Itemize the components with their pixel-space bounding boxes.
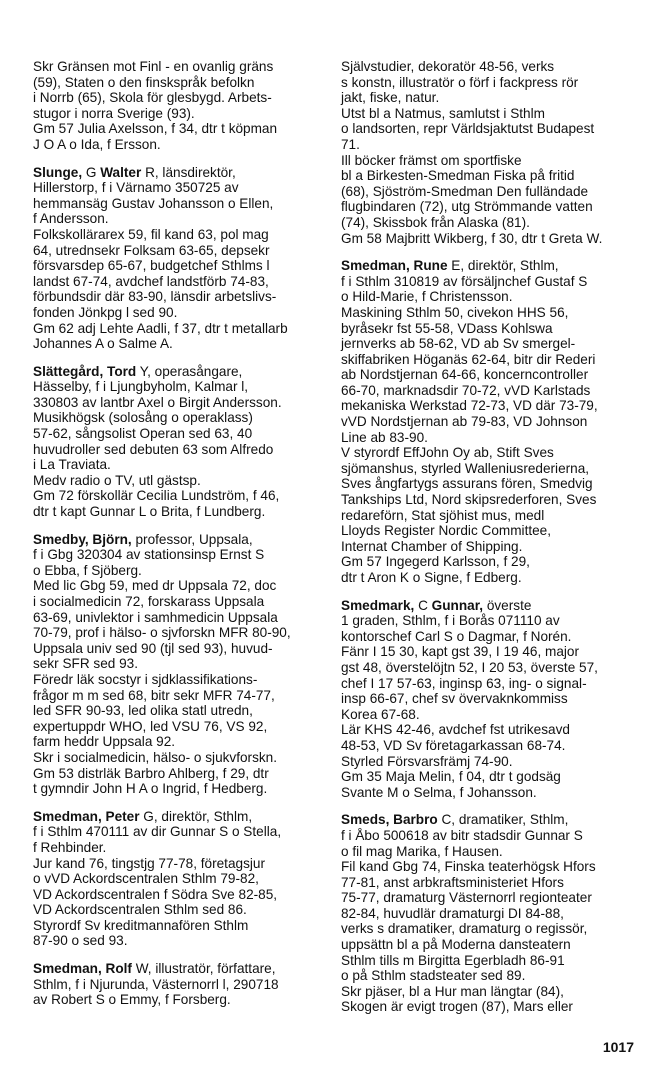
entry-smedby bbox=[33, 532, 325, 797]
entry-line: Lloyds Register Nordic Committee, bbox=[341, 523, 552, 539]
entry-line: Medv radio o TV, utl gästsp. bbox=[33, 472, 201, 488]
left-column bbox=[33, 59, 325, 1020]
entry-line: o landsorten, repr Världsjaktutst Budapest bbox=[341, 121, 595, 137]
entry-line: Gm 57 Ingegerd Karlsson, f 29, bbox=[341, 554, 530, 570]
entry-line: (68), Sjöström-Smedman Den fulländade bbox=[341, 183, 589, 199]
entry-line: försvarsdep 65-67, budgetchef Sthlms l bbox=[33, 258, 270, 274]
entry-heading-text: C bbox=[414, 597, 432, 613]
entry-name: Smedby, Björn, bbox=[33, 531, 132, 547]
entry-line: 77-81, anst arbkraftsministeriet Hfors bbox=[341, 874, 564, 890]
entry-line: Styrled Försvarsfrämj 74-90. bbox=[341, 753, 513, 769]
entry-line: Föredr läk socstyr i sjdklassifikations- bbox=[33, 671, 258, 687]
entry-line: Sves ångfartygs assurans fören, Smedvig bbox=[341, 476, 593, 492]
entry-line: hemmansäg Gustav Johansson o Ellen, bbox=[33, 195, 274, 211]
entry-line: Maskining Sthlm 50, civekon HHS 56, bbox=[341, 304, 569, 320]
entry-line: jernverks ab 58-62, VD ab Sv smergel- bbox=[341, 336, 576, 352]
entry-line: Skr Gränsen mot Finl - en ovanlig gräns bbox=[33, 59, 274, 74]
entry-heading-line bbox=[33, 364, 325, 380]
entry-line: i socialmedicin 72, forskarass Uppsala bbox=[33, 594, 265, 609]
entry-title-text: R, länsdirektör, bbox=[145, 164, 236, 180]
entry-name: Slättegård, Tord bbox=[33, 363, 137, 379]
entry-line: bl a Birkesten-Smedman Fiska på fritid bbox=[341, 168, 575, 184]
entry-name: Smeds, Barbro bbox=[341, 812, 438, 828]
entry-line: Utst bl a Natmus, samlutst i Sthlm bbox=[341, 105, 545, 121]
entry-surname: Slunge, bbox=[33, 164, 83, 180]
entry-heading-line bbox=[33, 961, 325, 977]
entry-line: 57-62, sångsolist Operan sed 63, 40 bbox=[33, 426, 253, 442]
entry-heading-text: G, direktör, Sthlm, bbox=[139, 808, 253, 824]
entry-slunge bbox=[33, 165, 325, 352]
entry-line: farm heddr Uppsala 92. bbox=[33, 734, 176, 750]
entry-line: J O A o Ida, f Ersson. bbox=[33, 136, 161, 152]
entry-line: mekaniska Werkstad 72-73, VD där 73-79, bbox=[341, 398, 598, 414]
entry-line: Tankships Ltd, Nord skipsrederforen, Sves bbox=[341, 492, 597, 508]
entry-line: i Norrb (65), Skola för glesbygd. Arbets- bbox=[33, 90, 272, 106]
entry-line: o vVD Ackordscentralen Sthlm 79-82, bbox=[33, 871, 259, 887]
entry-line: Gm 72 förskollär Cecilia Lundström, f 46, bbox=[33, 488, 280, 504]
entry-line: sekr SFR sed 93. bbox=[33, 656, 139, 672]
entry-line: Fänr I 15 30, kapt gst 39, I 19 46, major bbox=[341, 644, 580, 660]
entry-line: f Rehbinder. bbox=[33, 839, 107, 855]
entry-slattegard bbox=[33, 364, 325, 520]
entry-surname: Smedmark, bbox=[341, 597, 415, 613]
entry-line: ab Nordstjernan 64-66, koncerncontroller bbox=[341, 367, 589, 383]
entry-line: f i Sthlm 310819 av försäljnchef Gustaf S bbox=[341, 273, 588, 289]
entry-name: Smedman, Peter bbox=[33, 808, 140, 824]
entry-line: Fil kand Gbg 74, Finska teaterhögsk Hfors bbox=[341, 859, 596, 875]
entry-line: VD Ackordscentralen f Södra Sve 82-85, bbox=[33, 886, 278, 902]
entry-line: dtr t Aron K o Signe, f Edberg. bbox=[341, 570, 522, 585]
entry-line: Skr pjäser, bl a Hur man längtar (84), bbox=[341, 983, 564, 999]
page-number: 1017 bbox=[602, 1039, 634, 1055]
entry-line: 70-79, prof i hälso- o sjvforskn MFR 80-90, bbox=[33, 625, 291, 641]
entry-line: Skr i socialmedicin, hälso- o sjukvforskn. bbox=[33, 749, 278, 765]
entry-heading-line bbox=[341, 598, 643, 614]
entry-line: gst 48, överstelöjtn 52, I 20 53, överste 57, bbox=[341, 659, 598, 675]
entry-given-name: Walter bbox=[100, 164, 142, 180]
entry-line: o på Sthlm stadsteater sed 89. bbox=[341, 968, 526, 984]
entry-line: V styrordf EffJohn Oy ab, Stift Sves bbox=[341, 445, 554, 461]
entry-line: Jur kand 76, tingstjg 77-78, företagsjur bbox=[33, 855, 265, 871]
entry-line: Hillerstorp, f i Värnamo 350725 av bbox=[33, 180, 239, 196]
entry-line: Folkskollärarex 59, fil kand 63, pol mag bbox=[33, 226, 269, 242]
entry-line: huvudroller sed debuten 63 som Alfredo bbox=[33, 441, 274, 457]
entry-line: uppsättn bl a på Moderna dansteatern bbox=[341, 937, 571, 953]
entry-line: VD Ackordscentralen Sthlm sed 86. bbox=[33, 902, 247, 918]
entry-line: flugbindaren (72), utg Strömmande vatten bbox=[341, 199, 593, 215]
entry-line: skiffabriken Höganäs 62-64, bitr dir Rederi bbox=[341, 351, 596, 367]
entry-line: i La Traviata. bbox=[33, 457, 111, 473]
entry-line: 82-84, huvudlär dramaturgi DI 84-88, bbox=[341, 905, 564, 921]
entry-continuation bbox=[33, 59, 325, 153]
entry-smedman-rolf bbox=[33, 961, 325, 1008]
entry-heading-text: Y, operasångare, bbox=[136, 363, 243, 379]
entry-line: 64, utrednsekr Folksam 63-65, depsekr bbox=[33, 242, 270, 258]
entry-line: förbundsdir där 83-90, länsdir arbetslivs- bbox=[33, 289, 277, 305]
entry-line: Gm 58 Majbritt Wikberg, f 30, dtr t Greta W. bbox=[341, 230, 603, 246]
entry-line: t gymndir John H A o Ingrid, f Hedberg. bbox=[33, 781, 268, 797]
entry-heading-text: C, dramatiker, Sthlm, bbox=[437, 812, 569, 828]
entry-line: Uppsala univ sed 90 (tjl sed 93), huvud- bbox=[33, 640, 273, 656]
entry-line: Gm 62 adj Lehte Aadli, f 37, dtr t metallarb bbox=[33, 320, 288, 336]
right-column bbox=[341, 59, 643, 1027]
entry-line: 87-90 o sed 93. bbox=[33, 933, 128, 949]
entry-line: Gm 57 Julia Axelsson, f 34, dtr t köpman bbox=[33, 121, 278, 137]
entry-continuation bbox=[341, 59, 643, 246]
entry-line: jakt, fiske, natur. bbox=[341, 90, 440, 106]
entry-line: f Andersson. bbox=[33, 211, 109, 227]
entry-line: f i Sthlm 470111 av dir Gunnar S o Stella, bbox=[33, 824, 282, 840]
entry-line: stugor i norra Sverige (93). bbox=[33, 105, 195, 121]
entry-line: Hässelby, f i Ljungbyholm, Kalmar l, bbox=[33, 379, 249, 395]
entry-line: Ill böcker främst om sportfiske bbox=[341, 152, 522, 168]
entry-heading-text: G bbox=[82, 164, 101, 180]
entry-given-name: Gunnar, bbox=[431, 597, 484, 613]
entry-line: Gm 35 Maja Melin, f 04, dtr t godsäg bbox=[341, 769, 561, 785]
entry-line: (59), Staten o den finskspråk befolkn bbox=[33, 74, 255, 90]
entry-smedmark bbox=[341, 598, 643, 801]
entry-line: verks s dramatiker, dramaturg o regissör, bbox=[341, 921, 588, 937]
entry-line: Sthlm, f i Njurunda, Västernorrl l, 290718 bbox=[33, 976, 279, 992]
entry-line: vVD Nordstjernan ab 79-83, VD Johnson bbox=[341, 414, 588, 430]
entry-line: Svante M o Selma, f Johansson. bbox=[341, 784, 537, 800]
entry-heading-text: professor, Uppsala, bbox=[131, 531, 253, 547]
entry-smedman-rune bbox=[341, 258, 643, 585]
entry-line: redareförn, Stat sjöhist mus, medl bbox=[341, 507, 545, 523]
entry-line: led SFR 90-93, led olika statl utredn, bbox=[33, 703, 253, 719]
entry-line: landst 67-74, avdchef landstförb 74-83, bbox=[33, 273, 269, 289]
entry-line: kontorschef Carl S o Dagmar, f Norén. bbox=[341, 628, 572, 644]
entry-heading-line bbox=[341, 258, 643, 274]
entry-line: sjömanshus, styrled Walleniusrederierna, bbox=[341, 460, 590, 476]
entry-heading-line bbox=[33, 165, 325, 181]
entry-line: 66-70, marknadsdir 70-72, vVD Karlstads bbox=[341, 382, 591, 398]
entry-line: av Robert S o Emmy, f Forsberg. bbox=[33, 992, 231, 1008]
entry-title-text: överste bbox=[483, 597, 532, 613]
entry-line: Johannes A o Salme A. bbox=[33, 336, 173, 352]
entry-line: Gm 53 distrläk Barbro Ahlberg, f 29, dtr bbox=[33, 765, 269, 781]
entry-line: s konstn, illustratör o förf i fackpress rör bbox=[341, 74, 579, 90]
entry-line: (74), Skissbok från Alaska (81). bbox=[341, 214, 530, 230]
entry-line: expertuppdr WHO, led VSU 76, VS 92, bbox=[33, 718, 268, 734]
entry-smedman-peter bbox=[33, 809, 325, 949]
entry-line: insp 66-67, chef sv övervaknkommiss bbox=[341, 691, 568, 707]
entry-line: f i Åbo 500618 av bitr stadsdir Gunnar S bbox=[341, 827, 583, 843]
entry-line: frågor m m sed 68, bitr sekr MFR 74-77, bbox=[33, 687, 275, 703]
entry-heading-text: E, direktör, Sthlm, bbox=[447, 258, 559, 274]
entry-line: Line ab 83-90. bbox=[341, 429, 428, 445]
entry-name: Smedman, Rolf bbox=[33, 961, 132, 977]
entry-heading-line bbox=[33, 532, 325, 548]
entry-line: Skogen är evigt trogen (87), Mars eller bbox=[341, 999, 573, 1015]
entry-line: dtr t kapt Gunnar L o Brita, f Lundberg. bbox=[33, 504, 266, 520]
entry-line: f i Gbg 320304 av stationsinsp Ernst S bbox=[33, 547, 265, 563]
entry-line: 75-77, dramaturg Västernorrl regionteater bbox=[341, 890, 592, 906]
entry-line: 71. bbox=[341, 136, 360, 152]
entry-heading-text: W, illustratör, författare, bbox=[131, 961, 276, 977]
entry-line: Musikhögsk (solosång o operaklass) bbox=[33, 410, 253, 426]
entry-line: 63-69, univlektor i samhmedicin Uppsala bbox=[33, 609, 278, 625]
entry-line: chef I 17 57-63, inginsp 63, ing- o signal- bbox=[341, 675, 587, 691]
entry-line: o Ebba, f Sjöberg. bbox=[33, 562, 142, 578]
entry-line: 48-53, VD Sv företagarkassan 68-74. bbox=[341, 737, 566, 753]
entry-line: 330803 av lantbr Axel o Birgit Andersson. bbox=[33, 394, 282, 410]
entry-heading-line bbox=[33, 809, 325, 825]
entry-line: o fil mag Marika, f Hausen. bbox=[341, 843, 503, 859]
entry-line: Lär KHS 42-46, avdchef fst utrikesavd bbox=[341, 722, 570, 738]
entry-line: Självstudier, dekoratör 48-56, verks bbox=[341, 59, 555, 74]
entry-smeds-barbro bbox=[341, 812, 643, 1015]
entry-line: Korea 67-68. bbox=[341, 706, 420, 722]
entry-line: Styrordf Sv kreditmannafören Sthlm bbox=[33, 917, 249, 933]
entry-line: Internat Chamber of Shipping. bbox=[341, 538, 523, 554]
entry-line: Med lic Gbg 59, med dr Uppsala 72, doc bbox=[33, 578, 277, 594]
entry-line: o Hild-Marie, f Christensson. bbox=[341, 289, 513, 305]
entry-heading-line bbox=[341, 812, 643, 828]
entry-name: Smedman, Rune bbox=[341, 258, 448, 274]
entry-line: byråsekr fst 55-58, VDass Kohlswa bbox=[341, 320, 553, 336]
entry-line: Sthlm tills m Birgitta Egerbladh 86-91 bbox=[341, 952, 565, 968]
entry-line: 1 graden, Sthlm, f i Borås 071110 av bbox=[341, 613, 560, 629]
entry-line: fonden Jönkpg l sed 90. bbox=[33, 304, 178, 320]
